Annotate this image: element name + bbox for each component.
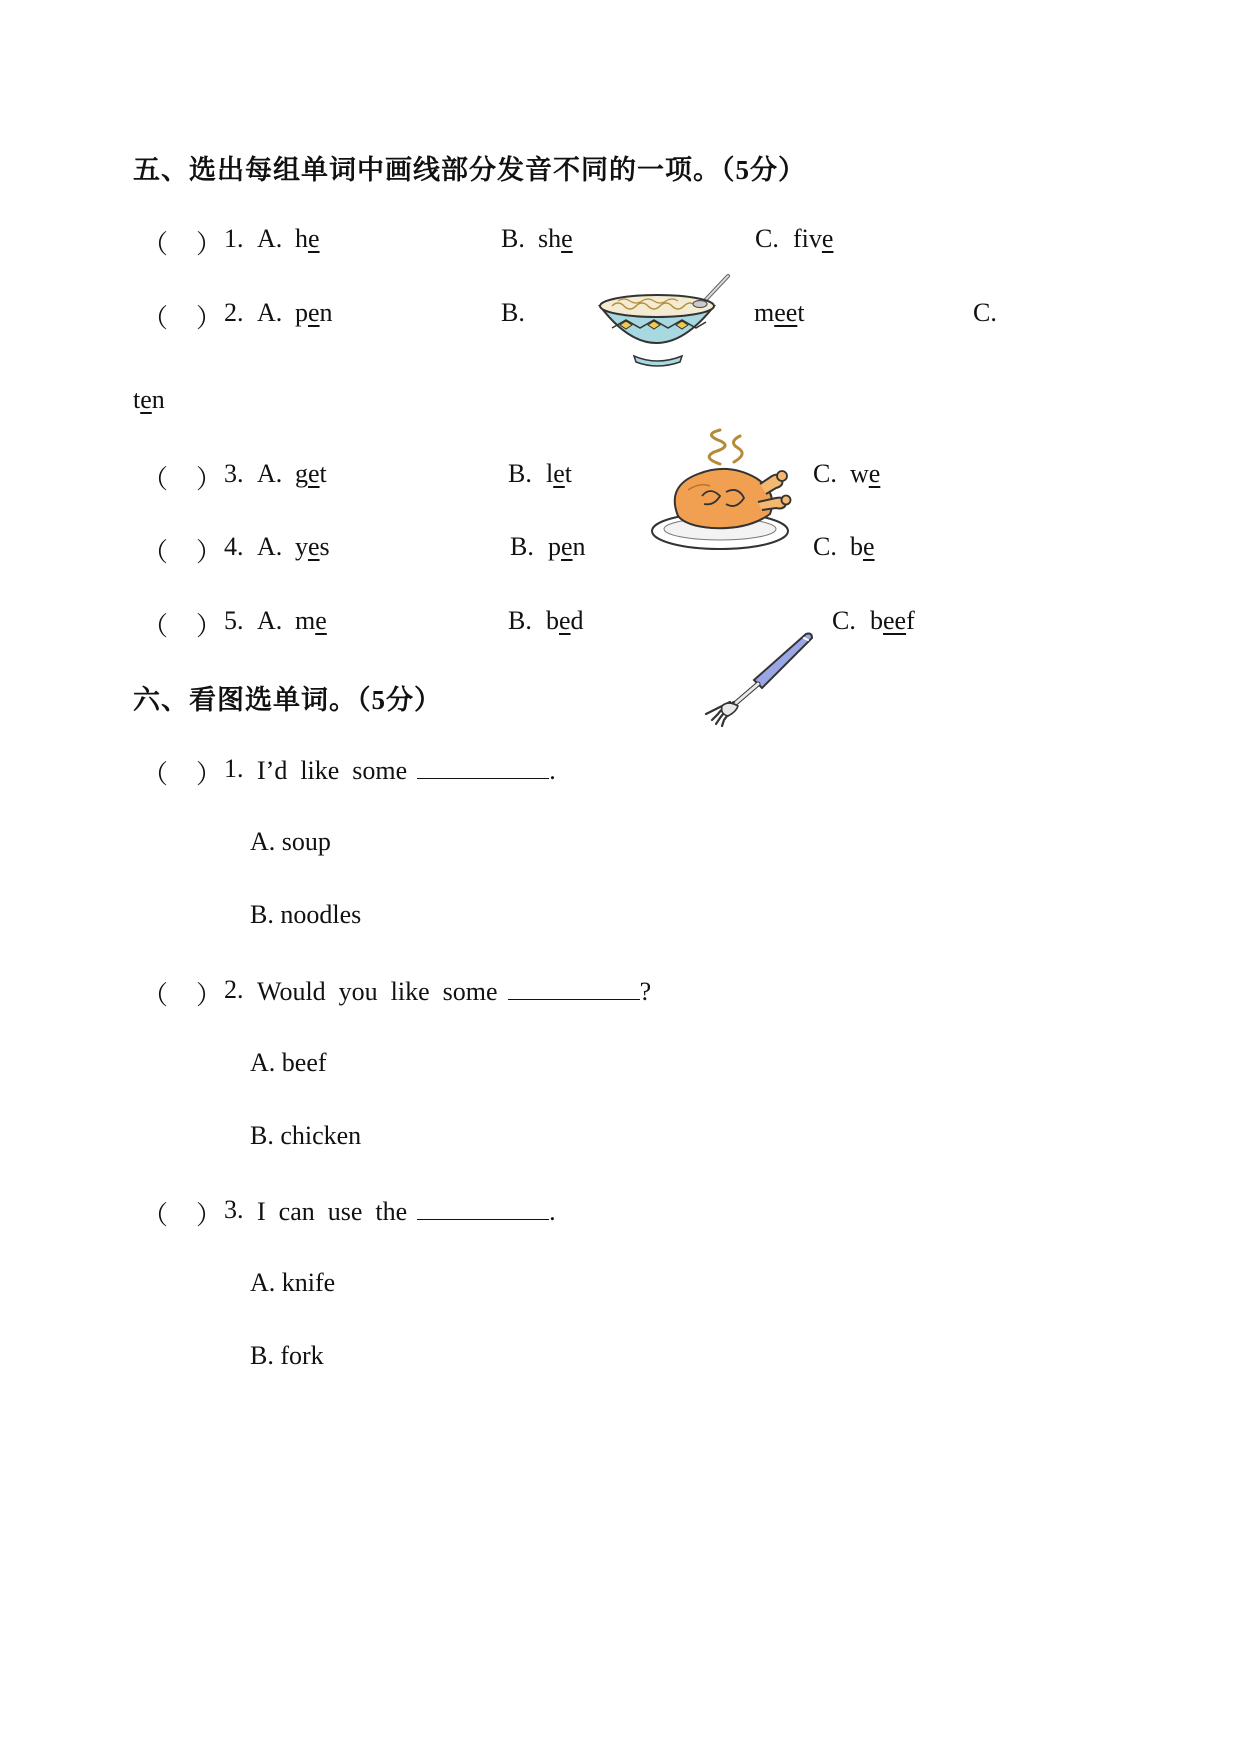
answer-paren-open[interactable]: （: [142, 465, 169, 494]
bowl-of-noodles-icon: [596, 270, 741, 370]
question-number: 1.: [224, 224, 244, 253]
question-number: 1.: [224, 754, 244, 783]
option-c-word: ten: [133, 385, 165, 414]
question-number: 5.: [224, 606, 244, 635]
answer-paren-close: ）: [196, 465, 223, 494]
answer-paren-close: ）: [196, 1201, 223, 1230]
option-c-label: C.: [813, 532, 837, 561]
option-b-word: let: [546, 459, 573, 488]
option-a-word: get: [295, 459, 327, 488]
option-c-label: C.: [755, 224, 779, 253]
question-stem: I’d like some .: [257, 756, 556, 785]
answer-blank[interactable]: [417, 1195, 549, 1220]
option-c-word: be: [850, 532, 875, 561]
option-b-label: B.: [508, 606, 532, 635]
answer-paren-close: ）: [196, 230, 223, 259]
option-a-word: me: [295, 606, 327, 635]
option-c-word: we: [850, 459, 881, 488]
question-number: 3.: [224, 459, 244, 488]
question-stem: Would you like some ?: [257, 977, 652, 1006]
question-number: 2.: [224, 975, 244, 1004]
answer-paren-open[interactable]: （: [142, 230, 169, 259]
option-b-label: B.: [501, 224, 525, 253]
option-a-label: A.: [257, 532, 283, 561]
question-number: 2.: [224, 298, 244, 327]
option-a-label: A.: [257, 224, 283, 253]
option-b-word: meet: [754, 298, 805, 327]
question-number: 4.: [224, 532, 244, 561]
option-c-label: C.: [832, 606, 856, 635]
option-c-word: five: [793, 224, 834, 253]
section-6-title: 六、看图选单词。（5分）: [133, 685, 442, 715]
option-a: A. beef: [250, 1048, 327, 1077]
option-a-word: yes: [295, 532, 330, 561]
answer-paren-close: ）: [196, 612, 223, 641]
option-a-word: pen: [295, 298, 333, 327]
answer-blank[interactable]: [508, 975, 640, 1000]
answer-paren-open[interactable]: （: [142, 760, 169, 789]
option-a: A. knife: [250, 1268, 336, 1297]
roast-chicken-icon: [648, 426, 793, 554]
option-b-label: B.: [508, 459, 532, 488]
answer-paren-open[interactable]: （: [142, 612, 169, 641]
answer-paren-close: ）: [196, 538, 223, 567]
option-a-label: A.: [257, 298, 283, 327]
option-b-label: B.: [510, 532, 534, 561]
option-c-word: beef: [870, 606, 915, 635]
answer-paren-open[interactable]: （: [142, 304, 169, 333]
answer-paren-open[interactable]: （: [142, 1201, 169, 1230]
fork-icon: [692, 628, 817, 728]
option-b: B. chicken: [250, 1121, 362, 1150]
question-stem: I can use the .: [257, 1197, 556, 1226]
section-5-title: 五、选出每组单词中画线部分发音不同的一项。（5分）: [133, 155, 806, 185]
option-a-word: he: [295, 224, 320, 253]
option-b: B. noodles: [250, 900, 362, 929]
option-a-label: A.: [257, 459, 283, 488]
answer-blank[interactable]: [417, 754, 549, 779]
option-b-word: pen: [548, 532, 586, 561]
option-a-label: A.: [257, 606, 283, 635]
option-b-word: she: [538, 224, 573, 253]
question-number: 3.: [224, 1195, 244, 1224]
option-c-label: C.: [813, 459, 837, 488]
answer-paren-open[interactable]: （: [142, 538, 169, 567]
option-a: A. soup: [250, 827, 331, 856]
answer-paren-close: ）: [196, 981, 223, 1010]
option-c-label: C.: [973, 298, 997, 327]
option-b-word: bed: [546, 606, 584, 635]
answer-paren-close: ）: [196, 760, 223, 789]
option-b: B. fork: [250, 1341, 324, 1370]
answer-paren-close: ）: [196, 304, 223, 333]
answer-paren-open[interactable]: （: [142, 981, 169, 1010]
option-b-label: B.: [501, 298, 525, 327]
